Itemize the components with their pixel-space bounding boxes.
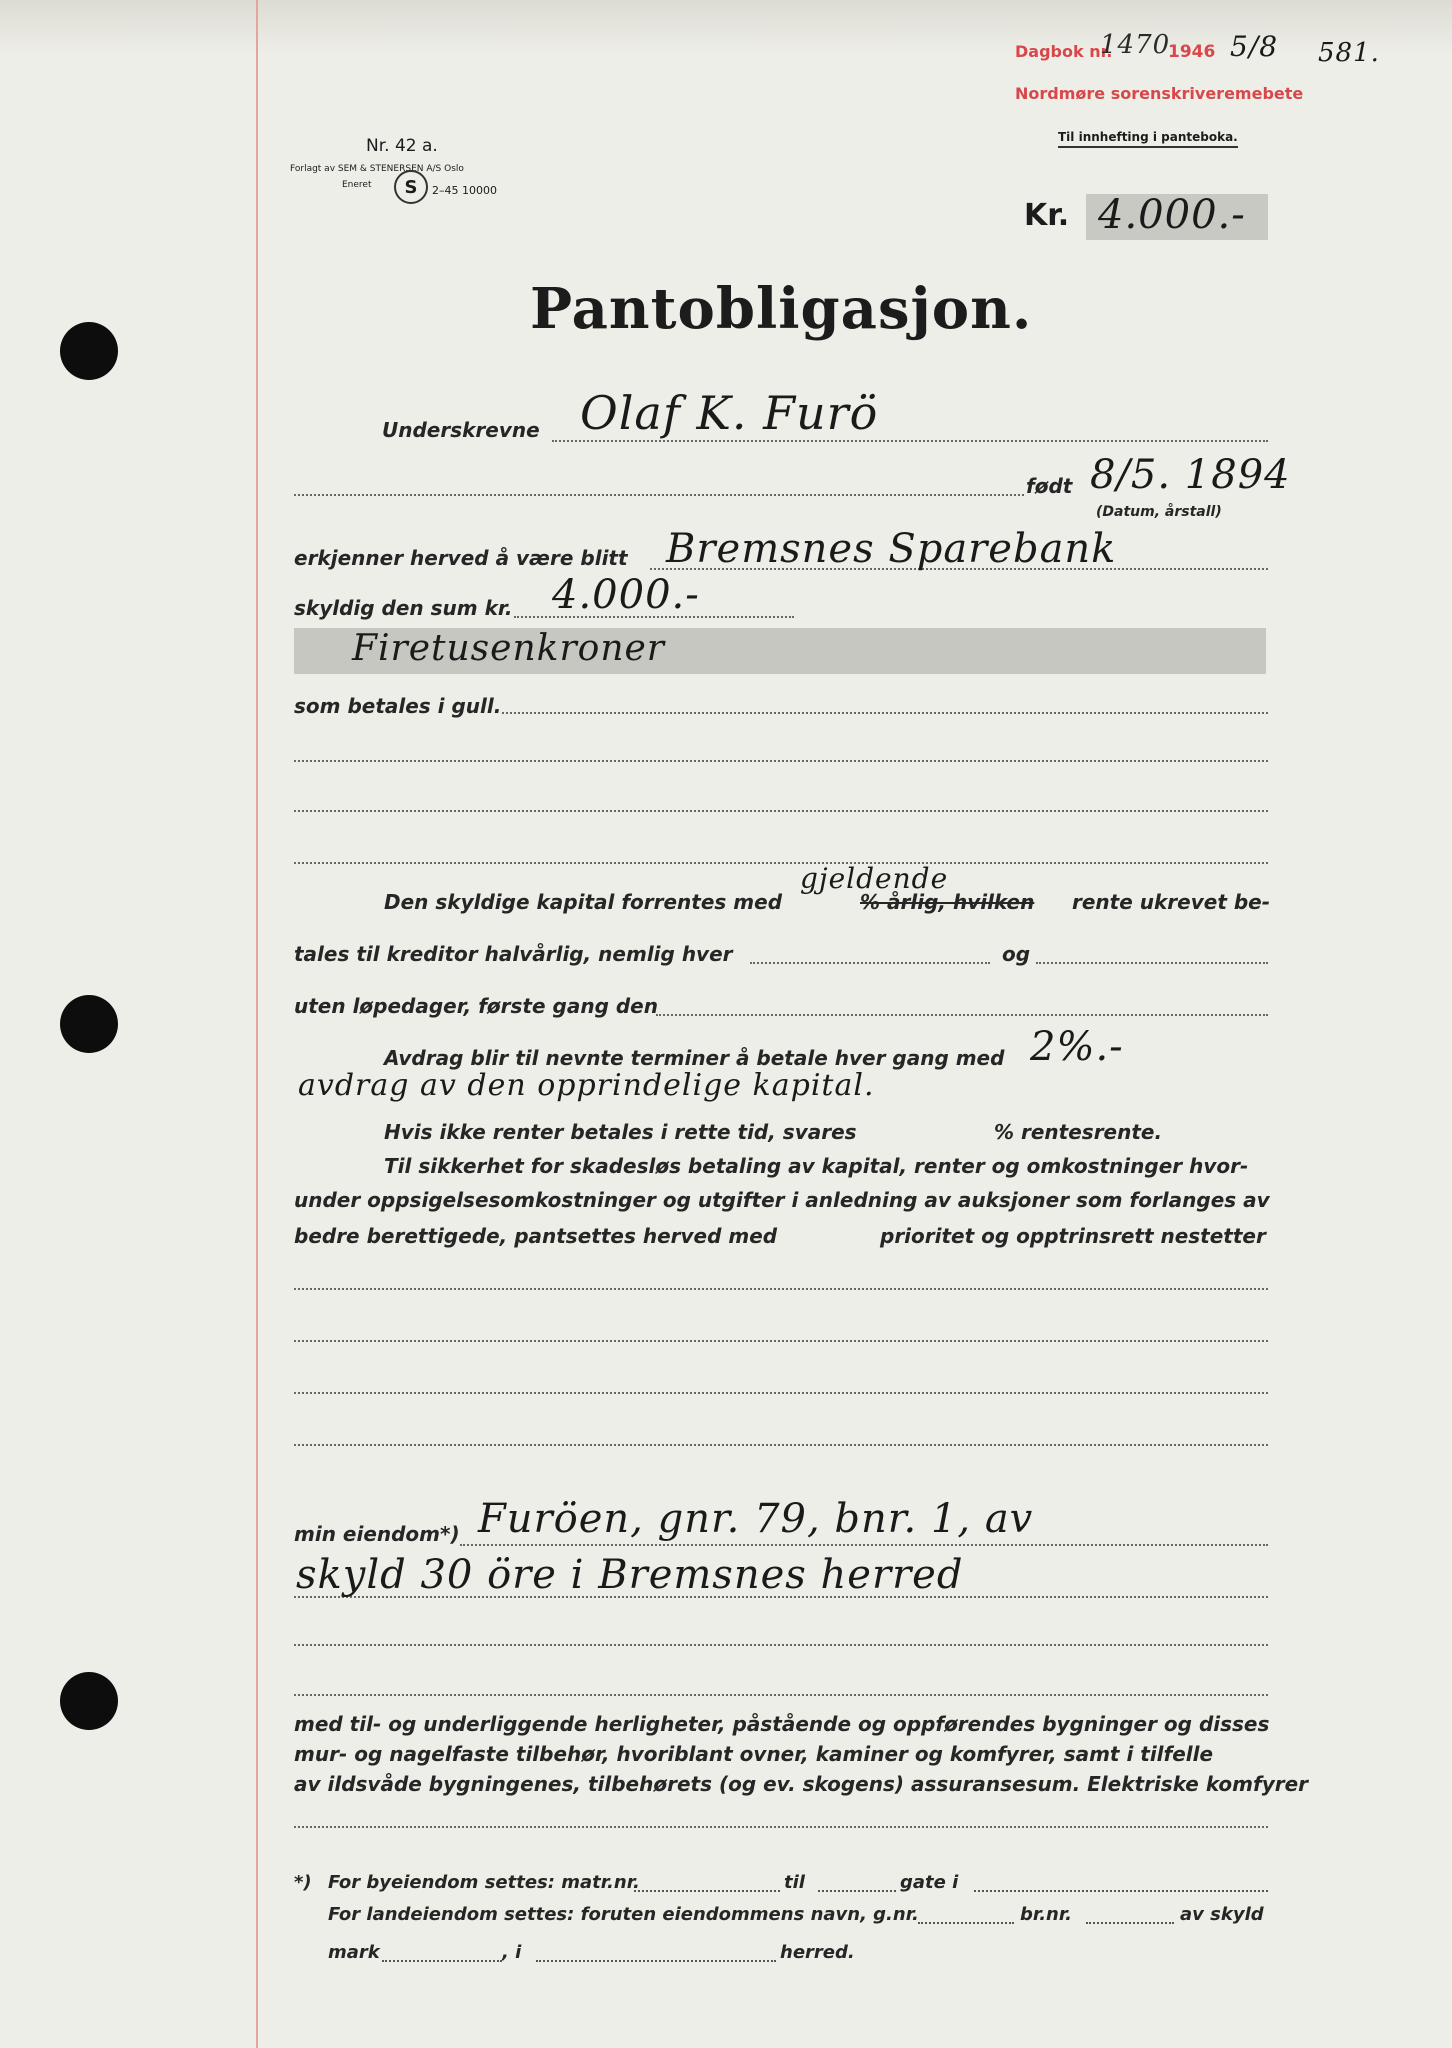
property-value-line2: skyld 30 öre i Bremsnes herred bbox=[296, 1552, 964, 1598]
blank-line bbox=[294, 1444, 1268, 1446]
blank-line bbox=[294, 1694, 1268, 1696]
paid-in-gold: som betales i gull. bbox=[294, 694, 502, 718]
creditor-value: Bremsnes Sparebank bbox=[666, 526, 1117, 572]
footnote-dots bbox=[974, 1890, 1268, 1892]
installment-label: Avdrag blir til nevnte terminer å betale hver gang med bbox=[384, 1046, 1005, 1070]
blank-line bbox=[294, 862, 1268, 864]
blank-line bbox=[294, 1392, 1268, 1394]
blank-line bbox=[294, 1826, 1268, 1828]
interest-line2: tales til kreditor halvårlig, nemlig hver bbox=[294, 942, 733, 966]
sum-words: Firetusenkroner bbox=[352, 628, 666, 669]
footnote-line1-b: til bbox=[784, 1872, 805, 1893]
interest-label: Den skyldige kapital forrentes med bbox=[384, 890, 783, 914]
security-line3: bedre berettigede, pantsettes herved med bbox=[294, 1224, 778, 1248]
footnote-line2-c: av skyld bbox=[1180, 1904, 1264, 1925]
interest-line3: uten løpedager, første gang den bbox=[294, 994, 658, 1018]
born-hint: (Datum, årstall) bbox=[1096, 504, 1222, 520]
punch-hole bbox=[60, 1672, 118, 1730]
blank-line bbox=[294, 1644, 1268, 1646]
stamp-year: 1946 bbox=[1168, 42, 1216, 62]
publisher-eneret: Eneret bbox=[342, 180, 372, 190]
footnote-dots bbox=[634, 1890, 780, 1892]
closing-line1: med til- og underliggende herligheter, påstående og oppførendes bygninger og disses bbox=[294, 1712, 1270, 1736]
footnote-line1-a: For byeiendom settes: matr.nr. bbox=[328, 1872, 640, 1893]
footnote-line2-a: For landeiendom settes: foruten eiendommens navn, g.nr. bbox=[328, 1904, 919, 1925]
interest-struck: % årlig, hvilken bbox=[860, 890, 1035, 914]
footnote-line3-b: , i bbox=[502, 1942, 522, 1963]
stamp-office: Nordmøre sorenskriveremebete bbox=[1015, 84, 1304, 103]
kr-amount: 4.000.- bbox=[1098, 192, 1246, 238]
folio-number: 581. bbox=[1318, 38, 1380, 68]
footnote-dots bbox=[382, 1960, 502, 1962]
closing-line2: mur- og nagelfaste tilbehør, hvoriblant ovner, kaminer og komfyrer, samt i tilfelle bbox=[294, 1742, 1214, 1766]
interest-line2-post: og bbox=[1002, 942, 1031, 966]
late-interest-post: % rentesrente. bbox=[994, 1120, 1163, 1144]
footnote-line3-a: mark bbox=[328, 1942, 380, 1963]
footnote-line1-c: gate i bbox=[900, 1872, 959, 1893]
print-code: 2–45 10000 bbox=[432, 184, 497, 197]
publisher-line: Forlagt av SEM & STENERSEN A/S Oslo bbox=[290, 164, 464, 174]
margin-rule bbox=[256, 0, 258, 2048]
stamp-dagbok-label: Dagbok nr. bbox=[1015, 42, 1113, 61]
born-label: født bbox=[1026, 474, 1073, 498]
blank-line bbox=[1036, 962, 1268, 964]
blank-line bbox=[294, 1288, 1268, 1290]
security-line2: under oppsigelsesomkostninger og utgifter i anledning av auksjoner som forlanges av bbox=[294, 1188, 1270, 1212]
undersigned-value: Olaf K. Furö bbox=[580, 386, 879, 440]
footnote-dots bbox=[818, 1890, 896, 1892]
acknowledge-label: erkjenner herved å være blitt bbox=[294, 546, 628, 570]
blank-line bbox=[656, 1014, 1268, 1016]
interest-post: rente ukrevet be- bbox=[1072, 890, 1271, 914]
interest-rate: gjeldende bbox=[800, 862, 949, 895]
document-title: Pantobligasjon. bbox=[530, 276, 1033, 342]
installment-value-line2: avdrag av den opprindelige kapital. bbox=[298, 1068, 875, 1103]
closing-line3: av ildsvåde bygningenes, tilbehørets (og ev. skogens) assuransesum. Elektriske komfyrer bbox=[294, 1772, 1309, 1796]
footnote-marker: *) bbox=[294, 1872, 312, 1893]
undersigned-line bbox=[552, 440, 1268, 442]
blank-line bbox=[294, 760, 1268, 762]
footnote-dots bbox=[536, 1960, 776, 1962]
blank-line bbox=[294, 810, 1268, 812]
property-line bbox=[460, 1544, 1268, 1546]
born-leader bbox=[294, 494, 1024, 496]
late-interest-label: Hvis ikke renter betales i rette tid, svares bbox=[384, 1120, 857, 1144]
security-line1: Til sikkerhet for skadesløs betaling av kapital, renter og omkostninger hvor- bbox=[384, 1154, 1249, 1178]
property-value-line1: Furöen, gnr. 79, bnr. 1, av bbox=[478, 1496, 1034, 1542]
installment-value: 2%.- bbox=[1030, 1024, 1124, 1070]
registration-note: Til innhefting i panteboka. bbox=[1058, 130, 1238, 148]
born-value: 8/5. 1894 bbox=[1090, 452, 1291, 498]
undersigned-label: Underskrevne bbox=[382, 418, 540, 442]
footnote-line2-b: br.nr. bbox=[1020, 1904, 1072, 1925]
punch-hole bbox=[60, 995, 118, 1053]
footnote-dots bbox=[1086, 1922, 1174, 1924]
owing-label: skyldig den sum kr. bbox=[294, 596, 513, 620]
stamp-date: 5/8 bbox=[1230, 30, 1279, 63]
publisher-logo: S bbox=[394, 170, 428, 204]
punch-hole bbox=[60, 322, 118, 380]
kr-label: Kr. bbox=[1024, 198, 1070, 233]
footnote-dots bbox=[918, 1922, 1014, 1924]
footnote-line3-c: herred. bbox=[780, 1942, 855, 1963]
sum-value: 4.000.- bbox=[552, 572, 700, 618]
property-label: min eiendom*) bbox=[294, 1522, 460, 1546]
security-line3-post: prioritet og opptrinsrett nestetter bbox=[880, 1224, 1266, 1248]
stamp-number: 1470 bbox=[1100, 30, 1171, 60]
form-number: Nr. 42 a. bbox=[366, 136, 438, 156]
blank-line bbox=[750, 962, 990, 964]
blank-line bbox=[294, 1340, 1268, 1342]
blank-line bbox=[502, 712, 1268, 714]
